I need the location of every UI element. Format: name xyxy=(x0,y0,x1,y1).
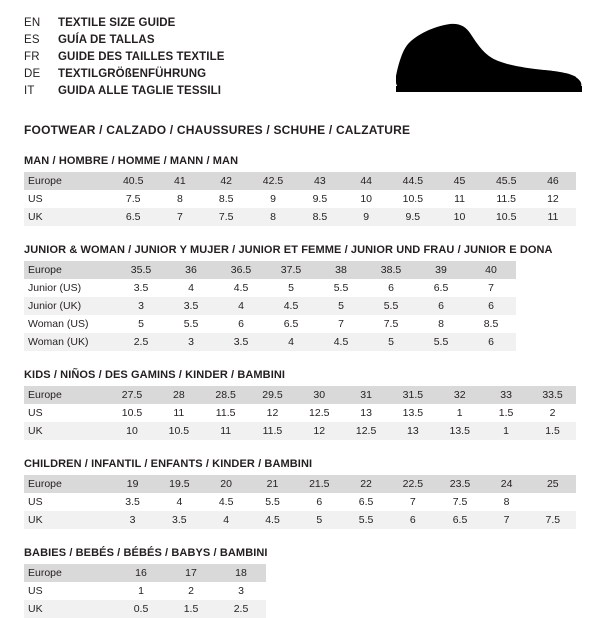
size-cell: 44.5 xyxy=(389,172,436,190)
size-cell: 3 xyxy=(166,333,216,351)
size-cell: 11.5 xyxy=(496,192,517,205)
size-cell: 10 xyxy=(436,208,482,226)
size-cell: 33 xyxy=(483,386,529,404)
size-cell: 4 xyxy=(266,333,316,351)
page-title: FOOTWEAR / CALZADO / CHAUSSURES / SCHUHE / CALZATURE xyxy=(24,123,411,137)
language-title: TEXTILGRÖßENFÜHRUNG xyxy=(58,67,207,80)
size-cell: 5 xyxy=(366,333,416,351)
size-cell: 35.5 xyxy=(116,261,166,279)
size-cell: 17 xyxy=(166,564,216,582)
size-cell: 36.5 xyxy=(216,261,266,279)
size-cell: 2.5 xyxy=(216,600,266,618)
row-label: Europe xyxy=(24,386,109,404)
size-cell: 7 xyxy=(338,317,344,330)
table-row xyxy=(24,386,576,404)
size-table xyxy=(24,564,266,618)
size-table-title: MAN / HOMBRE / HOMME / MANN / MAN xyxy=(24,155,239,167)
size-cell: 13.5 xyxy=(436,422,483,440)
table-row xyxy=(24,208,576,226)
size-cell: 43 xyxy=(297,172,343,190)
table-row xyxy=(24,404,576,422)
row-label: US xyxy=(28,584,43,597)
size-cell: 23.5 xyxy=(436,475,483,493)
size-table-body xyxy=(24,475,576,529)
size-table-title: JUNIOR & WOMAN / JUNIOR Y MUJER / JUNIOR ET FEMME / JUNIOR UND FRAU / JUNIOR E DONA xyxy=(24,244,553,256)
size-cell: 2 xyxy=(188,584,194,597)
size-cell: 7.5 xyxy=(383,317,399,330)
size-cell: 1 xyxy=(483,422,529,440)
size-cell: 46 xyxy=(530,172,576,190)
size-cell: 16 xyxy=(116,564,166,582)
size-cell: 8 xyxy=(438,317,444,330)
language-title: GUIDE DES TAILLES TEXTILE xyxy=(58,50,225,63)
size-cell: 11.5 xyxy=(249,422,296,440)
row-label: Junior (US) xyxy=(28,281,82,294)
table-row xyxy=(24,582,266,600)
size-cell: 21.5 xyxy=(296,475,343,493)
row-label: Woman (US) xyxy=(28,317,89,330)
size-cell: 4 xyxy=(188,281,194,294)
size-cell: 3 xyxy=(238,584,244,597)
size-table-body xyxy=(24,564,266,618)
size-table-title: KIDS / NIÑOS / DES GAMINS / KINDER / BAMBINI xyxy=(24,369,286,381)
size-cell: 41 xyxy=(157,172,203,190)
size-table-body xyxy=(24,386,576,440)
size-cell: 4 xyxy=(216,297,266,315)
size-cell: 19 xyxy=(109,475,155,493)
row-label: UK xyxy=(24,600,116,618)
size-cell: 10.5 xyxy=(121,406,143,419)
language-row xyxy=(24,82,225,99)
language-row xyxy=(24,65,225,82)
size-cell: 32 xyxy=(436,386,483,404)
size-cell: 18 xyxy=(216,564,266,582)
size-cell: 1.5 xyxy=(498,406,514,419)
size-cell: 9.5 xyxy=(389,208,436,226)
size-cell: 21 xyxy=(249,475,295,493)
size-cell: 7 xyxy=(157,208,203,226)
size-cell: 1 xyxy=(456,406,463,419)
size-cell: 39 xyxy=(416,261,466,279)
size-cell: 4 xyxy=(176,495,183,508)
size-cell: 22 xyxy=(343,475,389,493)
size-cell: 4.5 xyxy=(233,281,249,294)
size-cell: 3.5 xyxy=(125,495,140,508)
size-cell: 12.5 xyxy=(343,422,390,440)
row-label: Junior (UK) xyxy=(24,297,116,315)
size-table-body xyxy=(24,172,576,226)
language-code: IT xyxy=(24,84,35,97)
size-table xyxy=(24,261,516,351)
size-cell: 13 xyxy=(389,422,436,440)
size-cell: 38 xyxy=(316,261,366,279)
size-table-title: BABIES / BEBÉS / BÉBÉS / BABYS / BAMBINI xyxy=(24,547,268,559)
row-label: UK xyxy=(24,511,109,529)
row-label: US xyxy=(28,192,43,205)
size-cell: 12 xyxy=(296,422,343,440)
table-row xyxy=(24,600,266,618)
language-row xyxy=(24,48,225,65)
size-cell: 6.5 xyxy=(110,208,157,226)
size-cell: 5 xyxy=(138,317,144,330)
size-cell: 0.5 xyxy=(116,600,166,618)
language-code: DE xyxy=(24,67,41,80)
size-cell: 6 xyxy=(388,281,394,294)
size-cell: 6 xyxy=(466,297,516,315)
size-cell: 6 xyxy=(316,495,323,508)
size-cell: 10 xyxy=(109,422,156,440)
size-cell: 28 xyxy=(155,386,202,404)
language-row xyxy=(24,31,225,48)
language-code: ES xyxy=(24,33,40,46)
size-cell: 7 xyxy=(409,495,416,508)
size-cell xyxy=(530,493,576,511)
size-cell: 6 xyxy=(238,317,244,330)
size-cell: 31.5 xyxy=(389,386,436,404)
size-cell: 3.5 xyxy=(216,333,266,351)
size-cell: 20 xyxy=(203,475,249,493)
size-cell: 8.5 xyxy=(218,192,234,205)
size-cell: 8 xyxy=(249,208,296,226)
table-row xyxy=(24,333,516,351)
table-row xyxy=(24,261,516,279)
size-table xyxy=(24,475,576,529)
size-cell: 1.5 xyxy=(529,422,576,440)
size-cell: 7.5 xyxy=(530,511,576,529)
size-cell: 29.5 xyxy=(249,386,296,404)
row-label: US xyxy=(28,406,43,419)
language-title-list xyxy=(24,14,225,99)
size-cell: 6.5 xyxy=(436,511,483,529)
size-cell: 4.5 xyxy=(316,333,366,351)
size-cell: 3.5 xyxy=(166,297,216,315)
table-row xyxy=(24,422,576,440)
size-cell: 6 xyxy=(466,333,516,351)
size-cell: 13.5 xyxy=(402,406,424,419)
size-cell: 1.5 xyxy=(166,600,216,618)
size-cell: 9 xyxy=(270,192,276,205)
size-cell: 3.5 xyxy=(156,511,203,529)
size-cell: 44 xyxy=(343,172,389,190)
size-cell: 3 xyxy=(109,511,155,529)
row-label: Europe xyxy=(24,261,116,279)
size-table-title: CHILDREN / INFANTIL / ENFANTS / KINDER / BAMBINI xyxy=(24,458,313,470)
row-label: UK xyxy=(24,208,110,226)
size-cell: 7.5 xyxy=(203,208,249,226)
row-label: UK xyxy=(24,422,109,440)
size-cell: 7 xyxy=(488,281,494,294)
size-cell: 10.5 xyxy=(483,208,530,226)
size-cell: 5 xyxy=(296,511,343,529)
size-cell: 27.5 xyxy=(109,386,156,404)
row-label: Europe xyxy=(24,475,109,493)
size-cell: 45.5 xyxy=(483,172,530,190)
size-cell: 5.5 xyxy=(183,317,199,330)
size-cell: 13 xyxy=(360,406,372,419)
size-table-body xyxy=(24,261,516,351)
size-table xyxy=(24,172,576,226)
size-cell: 40.5 xyxy=(110,172,157,190)
size-cell: 38.5 xyxy=(366,261,416,279)
table-row xyxy=(24,297,516,315)
dress-shoe-icon xyxy=(394,20,584,96)
size-cell: 12 xyxy=(266,406,279,419)
table-row xyxy=(24,511,576,529)
size-cell: 40 xyxy=(466,261,516,279)
table-row xyxy=(24,564,266,582)
size-cell: 4 xyxy=(203,511,249,529)
table-row xyxy=(24,315,516,333)
size-cell: 4.5 xyxy=(218,495,234,508)
size-cell: 10.5 xyxy=(402,192,424,205)
table-row xyxy=(24,279,516,297)
row-label: Europe xyxy=(24,564,116,582)
language-title: TEXTILE SIZE GUIDE xyxy=(58,16,176,29)
size-cell: 42 xyxy=(203,172,249,190)
size-cell: 8.5 xyxy=(483,317,499,330)
size-cell: 42.5 xyxy=(249,172,296,190)
size-cell: 5.5 xyxy=(416,333,466,351)
size-cell: 5.5 xyxy=(366,297,416,315)
size-cell: 5.5 xyxy=(343,511,389,529)
size-cell: 6.5 xyxy=(433,281,449,294)
size-cell: 8.5 xyxy=(297,208,343,226)
size-cell: 28.5 xyxy=(202,386,249,404)
size-cell: 9.5 xyxy=(312,192,328,205)
size-cell: 37.5 xyxy=(266,261,316,279)
size-cell: 6 xyxy=(416,297,466,315)
size-cell: 1 xyxy=(138,584,144,597)
size-table xyxy=(24,386,576,440)
size-cell: 5 xyxy=(288,281,294,294)
size-cell: 24 xyxy=(484,475,530,493)
size-cell: 36 xyxy=(166,261,216,279)
language-title: GUIDA ALLE TAGLIE TESSILI xyxy=(58,84,222,97)
size-cell: 3 xyxy=(116,297,166,315)
size-cell: 6.5 xyxy=(358,495,374,508)
language-row xyxy=(24,14,225,31)
size-cell: 8 xyxy=(176,192,183,205)
size-cell: 11 xyxy=(173,406,185,419)
language-title-list-body xyxy=(24,14,225,99)
size-cell: 5.5 xyxy=(265,495,280,508)
size-cell: 10 xyxy=(360,192,373,205)
language-code: EN xyxy=(24,16,41,29)
size-cell: 22.5 xyxy=(389,475,436,493)
row-label: Woman (UK) xyxy=(24,333,116,351)
table-row xyxy=(24,475,576,493)
size-cell: 6.5 xyxy=(283,317,299,330)
size-cell: 6 xyxy=(389,511,436,529)
row-label: Europe xyxy=(24,172,110,190)
size-cell: 45 xyxy=(436,172,482,190)
size-cell: 11 xyxy=(454,192,465,205)
size-cell: 11 xyxy=(202,422,249,440)
size-cell: 12 xyxy=(547,192,559,205)
size-cell: 3.5 xyxy=(133,281,149,294)
table-row xyxy=(24,493,576,511)
size-cell: 5.5 xyxy=(333,281,349,294)
size-cell: 31 xyxy=(343,386,390,404)
document-header xyxy=(0,0,600,110)
table-row xyxy=(24,190,576,208)
size-cell: 9 xyxy=(343,208,389,226)
size-cell: 7 xyxy=(484,511,530,529)
size-cell: 10.5 xyxy=(155,422,202,440)
row-label: US xyxy=(28,495,43,508)
size-cell: 2.5 xyxy=(116,333,166,351)
size-cell: 11.5 xyxy=(215,406,236,419)
size-cell: 8 xyxy=(503,495,510,508)
size-cell: 7.5 xyxy=(125,192,141,205)
size-cell: 33.5 xyxy=(529,386,576,404)
size-cell: 4.5 xyxy=(266,297,316,315)
size-cell: 2 xyxy=(549,406,556,419)
size-cell: 5 xyxy=(316,297,366,315)
size-tables-container xyxy=(0,155,600,618)
size-cell: 30 xyxy=(296,386,343,404)
size-cell: 25 xyxy=(530,475,576,493)
size-cell: 12.5 xyxy=(309,406,330,419)
size-cell: 11 xyxy=(530,208,576,226)
size-cell: 19.5 xyxy=(156,475,203,493)
size-cell: 4.5 xyxy=(249,511,295,529)
language-title: GUÍA DE TALLAS xyxy=(58,33,155,46)
table-row xyxy=(24,172,576,190)
size-cell: 7.5 xyxy=(452,495,468,508)
language-code: FR xyxy=(24,50,40,63)
